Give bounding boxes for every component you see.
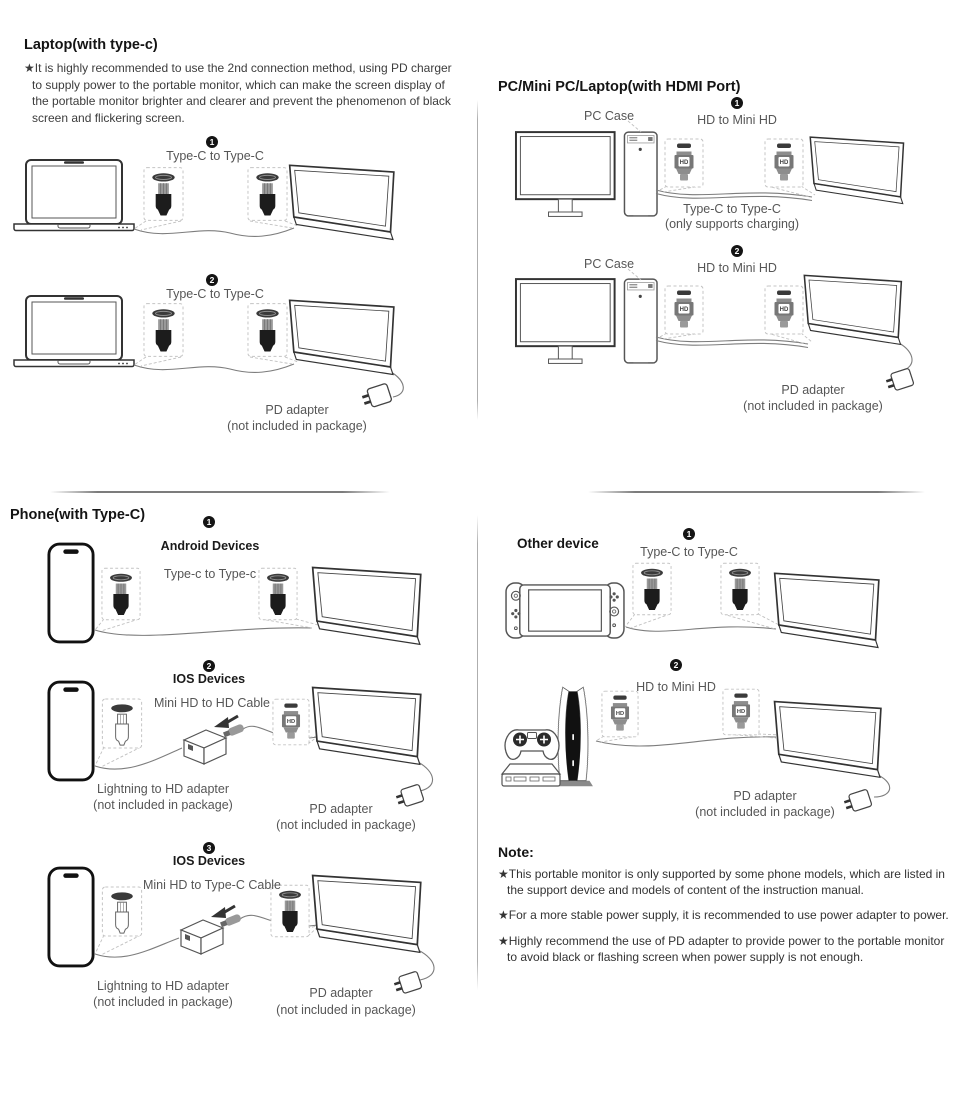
method-number-badge: 2 <box>670 659 682 671</box>
laptop-method1-scene <box>14 160 394 240</box>
column-divider-bottom <box>477 515 478 990</box>
adapter-label: Lightning to HD adapter <box>96 979 230 993</box>
ps5-console-icon <box>553 687 593 786</box>
cable-line <box>134 228 294 236</box>
pd-adapter-sublabel: (not included in package) <box>227 419 367 433</box>
desktop-pc-icon <box>516 132 657 216</box>
phone-icon <box>49 682 93 780</box>
pc-section-title: PC/Mini PC/Laptop(with HDMI Port) <box>498 79 741 95</box>
pd-adapter-sublabel: (not included in package) <box>743 399 883 413</box>
note-bullet: ★Highly recommend the use of PD adapter to provide power to the portable monitor to avoid black or flashing screen when power supply is not enough. <box>498 933 945 964</box>
pd-adapter-label: PD adapter <box>733 789 797 803</box>
pd-adapter-label: PD adapter <box>309 986 373 1000</box>
laptop-section-title: Laptop(with type-c) <box>24 37 158 53</box>
device-type-label: Android Devices <box>160 539 260 553</box>
portable-monitor-icon <box>313 567 421 644</box>
usbc-connector-icon <box>259 568 297 619</box>
connection-label: Mini HD to Type-C Cable <box>142 878 282 892</box>
method-number-badge: 1 <box>206 136 218 148</box>
pd-adapter-label: PD adapter <box>309 802 373 816</box>
cable-line <box>95 938 179 957</box>
connection-label: Type-C to Type-C <box>166 149 264 163</box>
hdmi-connector-icon <box>602 691 638 737</box>
phone-section-title: Phone(with Type-C) <box>10 507 146 523</box>
lightning-connector-icon <box>102 887 141 936</box>
method-number-badge: 1 <box>731 97 743 109</box>
pd-cable-line <box>899 343 912 371</box>
usbc-connector-icon <box>102 568 140 619</box>
note-bullet: ★This portable monitor is only supported by some phone models, which are listed in the support device and models of content of the instruction manual. <box>498 867 945 898</box>
pd-adapter-sublabel: (not included in package) <box>695 805 835 819</box>
portable-monitor-icon <box>313 687 421 764</box>
pointer-lines <box>95 619 318 631</box>
method-number-badge: 3 <box>203 842 215 854</box>
hdmi-adapter-box-icon <box>184 716 245 764</box>
adapter-sublabel: (not included in package) <box>93 798 233 812</box>
pc-case-label: PC Case <box>584 109 635 123</box>
laptop-icon <box>14 160 134 231</box>
connection-label: HD to Mini HD <box>697 113 777 127</box>
pointer-lines <box>134 357 298 366</box>
portable-monitor-icon <box>775 573 879 647</box>
adapter-sublabel: (not included in package) <box>93 995 233 1009</box>
note-bullet: ★For a more stable power supply, it is recommended to use power adapter to power. <box>498 908 949 923</box>
pd-cable-line <box>418 762 433 791</box>
pd-cable-line <box>391 372 403 397</box>
connection-label: HD to Mini HD <box>697 261 777 275</box>
settop-box-icon <box>502 764 560 786</box>
other-method2-scene <box>502 687 890 813</box>
connection-sublabel: (only supports charging) <box>664 217 800 231</box>
pd-cable-line <box>874 775 890 797</box>
adapter-label: Lightning to HD adapter <box>96 782 230 796</box>
cable-line <box>95 628 312 636</box>
connection-label: Mini HD to HD Cable <box>153 696 271 710</box>
usbc-connector-icon <box>721 563 759 614</box>
portable-monitor-icon <box>775 702 881 778</box>
cable-line <box>656 190 812 197</box>
desktop-pc-icon <box>516 279 657 363</box>
method-number-badge: 1 <box>683 528 695 540</box>
section-divider-right <box>588 491 925 493</box>
pd-cable-line <box>418 950 434 980</box>
pc-case-label: PC Case <box>584 257 635 271</box>
portable-monitor-icon <box>290 300 394 374</box>
lightning-connector-icon <box>102 699 141 748</box>
pd-adapter-icon <box>360 383 392 409</box>
usbc-connector-icon <box>144 168 183 221</box>
device-type-label: IOS Devices <box>172 672 246 686</box>
usbc-connector-icon <box>144 304 183 357</box>
method-number-badge: 2 <box>731 245 743 257</box>
hdmi-connector-icon <box>665 139 703 187</box>
pd-adapter-sublabel: (not included in package) <box>276 818 416 832</box>
portable-monitor-icon <box>290 165 394 239</box>
pd-adapter-icon <box>843 789 873 813</box>
phone-icon <box>49 544 93 642</box>
pointer-lines <box>134 221 298 230</box>
portable-monitor-icon <box>810 137 903 203</box>
device-type-label: IOS Devices <box>172 854 246 868</box>
laptop-section-note: ★It is highly recommended to use the 2nd connection method, using PD charger to supply power to the portable monitor, which can make the screen display of the portable monitor brighter and clearer and prevent the phenomenon of black screen and flickering screen. <box>24 61 452 125</box>
method-number-badge: 2 <box>203 660 215 672</box>
usbc-connector-icon <box>248 304 287 357</box>
phone-method1-scene <box>49 544 421 644</box>
switch-console-icon <box>506 583 624 638</box>
connection-label: Type-c to Type-c <box>163 567 257 581</box>
phone-icon <box>49 868 93 966</box>
hdmi-connector-icon <box>273 699 309 745</box>
pd-adapter-label: PD adapter <box>781 383 845 397</box>
cable-line <box>134 364 294 372</box>
cable-line <box>95 748 182 769</box>
cable-line <box>656 337 808 344</box>
method-number-badge: 1 <box>203 516 215 528</box>
pd-adapter-icon <box>395 784 425 808</box>
connection-label: Type-C to Type-C <box>166 287 264 301</box>
other-section-title: Other device <box>517 536 599 551</box>
connection-sublabel: Type-C to Type-C <box>683 202 781 216</box>
connection-label: Type-C to Type-C <box>640 545 738 559</box>
pd-adapter-icon <box>885 368 915 392</box>
note-title: Note: <box>498 844 534 860</box>
other-method1-scene <box>506 563 879 647</box>
method-number-badge: 2 <box>206 274 218 286</box>
portable-monitor-icon <box>804 275 901 344</box>
column-divider-top <box>477 100 478 420</box>
usbc-connector-icon <box>633 563 671 614</box>
hdmi-connector-icon <box>665 286 703 334</box>
pointer-lines <box>625 614 781 629</box>
cable-line <box>596 737 776 746</box>
laptop-method2-scene <box>14 296 403 409</box>
pd-adapter-sublabel: (not included in package) <box>276 1003 416 1017</box>
connection-label: HD to Mini HD <box>636 680 716 694</box>
portable-monitor-icon <box>313 875 421 952</box>
usbc-connector-icon <box>248 168 287 221</box>
pd-adapter-label: PD adapter <box>265 403 329 417</box>
section-divider-left <box>50 491 390 493</box>
hdmi-connector-icon <box>765 286 803 334</box>
usbc-connector-icon <box>271 885 309 936</box>
note-list <box>498 866 950 974</box>
pd-adapter-icon <box>393 971 423 995</box>
pc-method2-scene <box>516 269 914 393</box>
hdmi-connector-icon <box>765 139 803 187</box>
hdmi-adapter-box-icon <box>181 906 242 954</box>
cable-line <box>626 627 776 631</box>
gamepad-icon <box>505 730 559 760</box>
hdmi-connector-icon <box>723 689 759 735</box>
laptop-icon <box>14 296 134 367</box>
